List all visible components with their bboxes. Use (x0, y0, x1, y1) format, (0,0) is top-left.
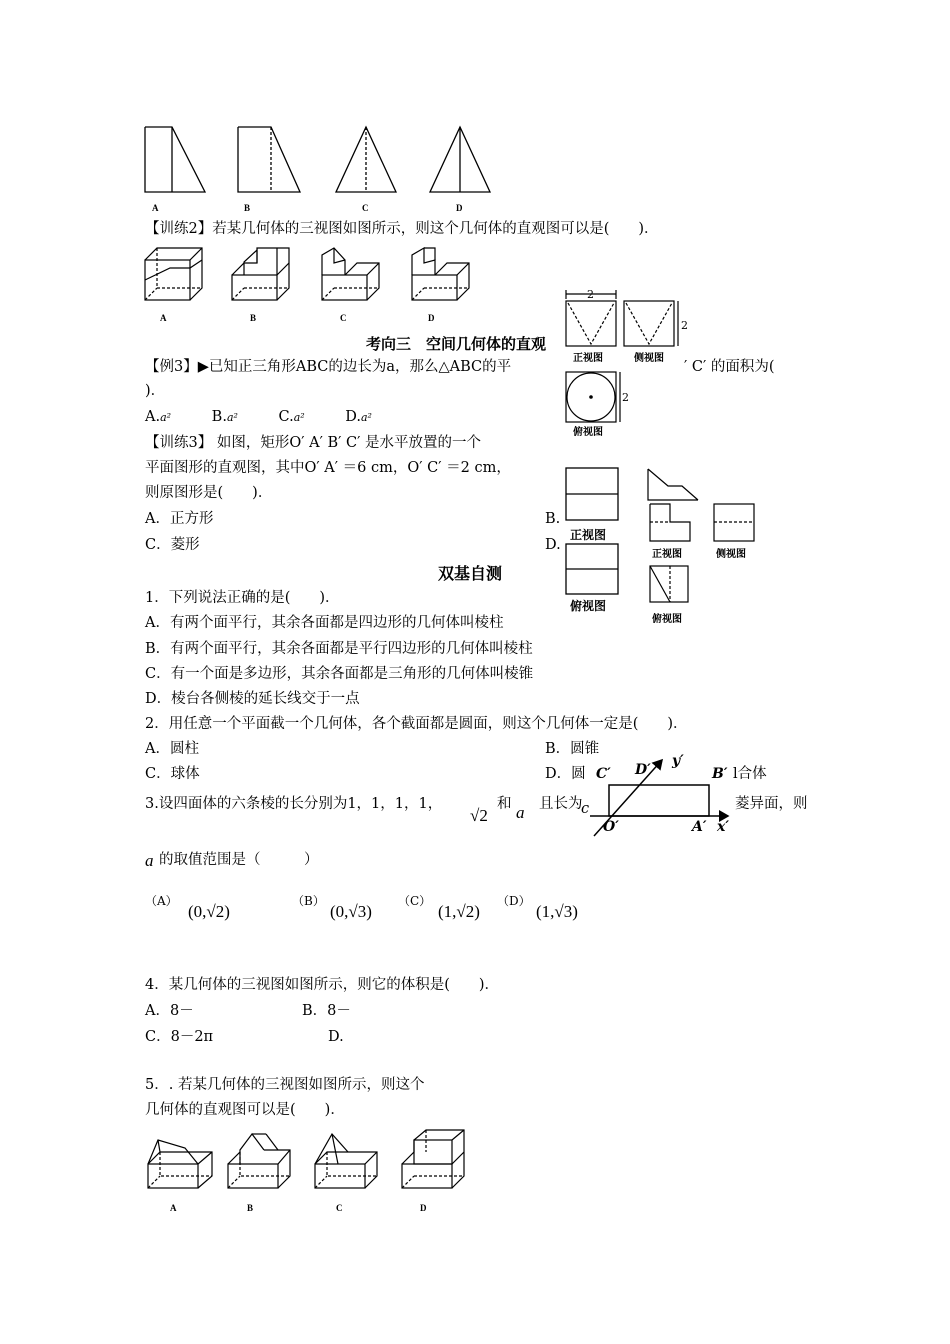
training2-solids (140, 240, 480, 310)
q3-opt-c-val: (1,√2) (438, 902, 480, 921)
label-d-prime: D′ (635, 762, 651, 778)
q1-opt-d: D．棱台各侧棱的延长线交于一点 (145, 691, 360, 707)
q5-label-c: C (336, 1203, 343, 1213)
q5-label-d: D (420, 1203, 427, 1213)
q5-solid-a (148, 1140, 212, 1188)
q3-tail1: 且长为 (539, 796, 583, 812)
solid-a (145, 248, 202, 300)
top-label-a: A (152, 203, 159, 213)
q3-opt-c-label: （C） (398, 894, 432, 908)
tv3-top-caption: 俯视图 (652, 614, 682, 625)
q5-label-b: B (247, 1203, 254, 1213)
q3-opt-b-val: (0,√3) (330, 902, 372, 921)
ex3-val-d: a² (361, 411, 372, 424)
t2-label-d: D (428, 313, 435, 323)
training3-line2: 平面图形的直观图，其中O′ A′ ＝6 cm，O′ C′ ＝2 cm， (145, 460, 511, 476)
rectangle-oabc (609, 785, 709, 816)
q3-opt-d-val: (1,√3) (536, 902, 578, 921)
tv1-side-caption: 侧视图 (634, 353, 664, 364)
t2-label-c: C (340, 313, 347, 323)
label-a-prime: A′ (692, 819, 707, 835)
q3-opt-a-label: （A） (145, 894, 178, 908)
tv3-top (650, 566, 688, 602)
q3-opt-d-label: （D） (497, 894, 531, 908)
solid-c (322, 248, 379, 300)
training2-question: 【训练2】若某几何体的三视图如图所示，则这个几何体的直观图可以是( )． (145, 221, 659, 237)
q3-and: 和 (497, 796, 512, 812)
q4-stem: 4．某几何体的三视图如图所示，则它的体积是( )． (145, 977, 500, 993)
q5-solid-b (228, 1134, 290, 1188)
q3-sqrt2: √2 (470, 806, 488, 825)
label-x-prime: x′ (717, 819, 730, 835)
label-y-prime: y′ (672, 753, 684, 769)
q2-opt-d-tail: l合体 (733, 766, 767, 782)
q4-opt-d: D. (328, 1029, 344, 1045)
t2-label-b: B (250, 313, 257, 323)
q3-opt-a-val: (0,√2) (188, 902, 230, 921)
q4-opt-a: A．8－ (145, 1003, 194, 1019)
example3-options (145, 408, 372, 427)
top-label-d: D (456, 203, 463, 213)
q2-opt-c: C．球体 (145, 766, 200, 782)
tv1-top-caption: 俯视图 (573, 427, 603, 438)
training3-opt-b: B. (545, 511, 561, 527)
q4-opt-c: C．8－2π (145, 1029, 214, 1045)
top-shape-options (140, 122, 500, 214)
q2-stem: 2．用任意一个平面截一个几何体，各个截面都是圆面，则这个几何体一定是( )． (145, 716, 688, 732)
training3-opt-a: A．正方形 (145, 511, 214, 527)
q5-line1: 5．. 若某几何体的三视图如图所示，则这个 (145, 1077, 425, 1093)
example3-line2: )． (145, 383, 166, 399)
training3-line3: 则原图形是( )． (145, 485, 273, 501)
q1-opt-b: B．有两个面平行，其余各面都是平行四边形的几何体叫棱柱 (145, 641, 533, 657)
ex3-opt-b: B. (211, 409, 227, 425)
t2-label-a: A (160, 313, 167, 323)
q1-opt-a: A．有两个面平行，其余各面都是四边形的几何体叫棱柱 (145, 615, 504, 631)
ex3-opt-c: C. (278, 409, 294, 425)
top-label-b: B (244, 203, 251, 213)
tv3-side-caption: 侧视图 (716, 549, 746, 560)
shape-a (145, 127, 205, 192)
side-view (624, 301, 674, 346)
tv1-dim-top: 2 (587, 288, 594, 301)
q5-label-a: A (170, 1203, 177, 1213)
shape-b (238, 127, 300, 192)
ex3-val-c: a² (293, 411, 305, 424)
q3-tail3: 菱异面，则 (735, 796, 808, 812)
ex3-val-a: a² (160, 411, 172, 424)
q1-opt-c: C．有一个面是多边形，其余各面都是三角形的几何体叫棱锥 (145, 666, 534, 682)
q3-stem: 3.设四面体的六条棱的长分别为1，1，1，1， (145, 796, 443, 812)
self-test-title: 双基自测 (438, 564, 503, 583)
example3-line1-tail: ′ C′ 的面积为( (684, 359, 775, 375)
tv2-front-caption: 正视图 (570, 528, 607, 542)
ex3-opt-d: D. (345, 409, 361, 425)
q5-solids (140, 1126, 480, 1196)
three-view-figure-3 (640, 464, 760, 614)
tv1-dim-top-view: 2 (622, 391, 629, 404)
ex3-val-b: a² (226, 411, 238, 424)
shape-c (336, 127, 396, 192)
q2-opt-b: B．圆锥 (545, 741, 600, 757)
label-b-prime: B′ (712, 766, 728, 782)
q5-solid-c (315, 1134, 377, 1188)
q3-a-var: a (516, 803, 525, 822)
training3-opt-d: D. (545, 537, 561, 553)
tv1-dim-side: 2 (681, 319, 688, 332)
tv3-front-caption: 正视图 (652, 549, 682, 560)
q3-a-var-2: a (145, 851, 154, 870)
solid-b (232, 248, 289, 300)
training3-opt-c: C．菱形 (145, 537, 200, 553)
front-view (566, 301, 616, 346)
q2-opt-a: A．圆柱 (145, 741, 199, 757)
q4-opt-b: B．8－ (302, 1003, 351, 1019)
solid-d (412, 248, 469, 300)
section3-title: 考向三 空间几何体的直观 (366, 335, 547, 353)
top-label-c: C (362, 203, 369, 213)
shape-d (430, 127, 490, 192)
q3-tail2: c (581, 801, 590, 817)
tv1-front-caption: 正视图 (573, 353, 603, 364)
label-o-prime: O′ (603, 819, 619, 835)
tv3-top-shape (648, 469, 698, 500)
q1-stem: 1．下列说法正确的是( )． (145, 590, 340, 606)
q5-solid-d (402, 1130, 464, 1188)
label-c-prime: C′ (596, 766, 611, 782)
q5-line2: 几何体的直观图可以是( )． (145, 1102, 345, 1118)
example3-line1: 【例3】▶已知正三角形ABC的边长为a，那么△ABC的平 (145, 359, 512, 375)
tv2-top-caption: 俯视图 (570, 599, 607, 613)
q3-line2: 的取值范围是（ ） (159, 852, 319, 868)
training3-line1: 【训练3】 如图，矩形O′ A′ B′ C′ 是水平放置的一个 (145, 435, 482, 451)
ex3-opt-a: A. (145, 409, 161, 425)
q3-opt-b-label: （B） (292, 894, 325, 908)
q2-opt-d: D．圆 (545, 766, 586, 782)
